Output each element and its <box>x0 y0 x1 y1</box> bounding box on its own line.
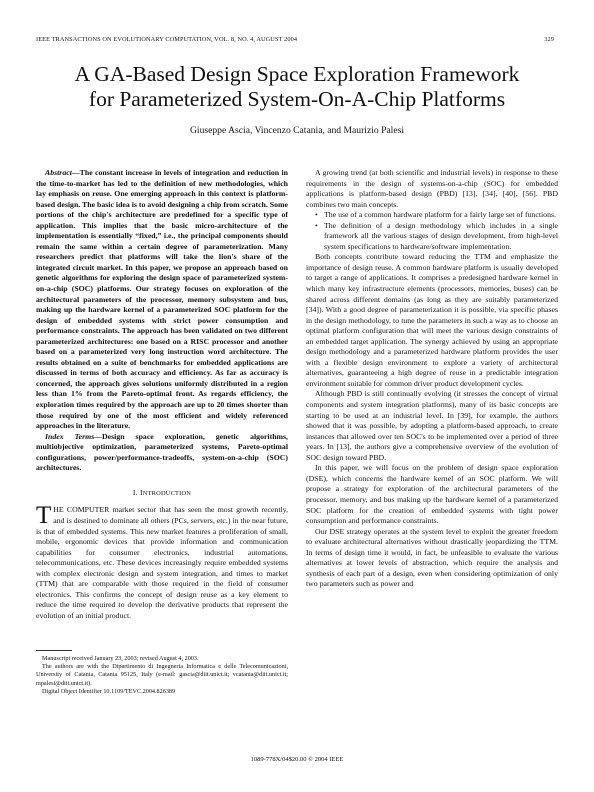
intro-text: market sector that has seen the most growth recently, and is destined to dominate all others (PCs, servers, etc.) in the near future, is that of embedded systems. This new market features a proliferation of small, mobile, ergonomic devices that provide information and communication capabilities for consumer electronics, industrial automations, telecommunications, etc. These devices increasingly require embedded systems with complex electronic design and system integration, and times to market (TTM) that are comparable with those required in the field of consumer electronics. This confirms the concept of design reuse as a key element to reduce the time required to develop the derivative products that represent the evolution of an initial product. <box>36 505 288 620</box>
author-list: Giuseppe Ascia, Vincenzo Catania, and Maurizio Palesi <box>190 125 404 136</box>
footnotes <box>36 655 288 696</box>
section-heading-introduction <box>36 488 288 500</box>
section-title-initial: I <box>139 487 143 497</box>
left-column <box>36 168 288 621</box>
footnote-doi: Digital Object Identifier 10.1109/TEVC.2004.826389 <box>42 687 176 695</box>
running-header <box>36 36 554 46</box>
drop-cap: T <box>36 502 52 530</box>
copyright-line: 1089-778X/04$20.00 © 2004 IEEE <box>250 756 344 763</box>
intro-paragraph-1 <box>36 502 288 621</box>
journal-header: IEEE TRANSACTIONS ON EVOLUTIONARY COMPUTATION, VOL. 8, NO. 4, AUGUST 2004 <box>36 36 298 43</box>
section-title-rest: NTRODUCTION <box>142 489 192 497</box>
section-numeral: I. <box>132 487 138 497</box>
list-item <box>315 210 558 221</box>
intro-lead-caps: HE COMPUTER <box>53 505 110 515</box>
right-paragraph-4: In this paper, we will focus on the problem of design space exploration (DSE), which concerns the hardware kernel of an SOC platform. We will propose a strategy for exploration of the architectural parameters of the processor, memory, and bus making up the hardware kernel of a parameterized SOC platform for the creation of embedded systems with tight power consumption and performance constraints. <box>306 463 558 526</box>
concept-list <box>306 210 558 252</box>
list-item-text: The definition of a design methodology which includes in a single framework all the various stages of design development, from high-level system specifications to hardware/software implementation. <box>324 220 558 251</box>
right-column <box>306 168 558 590</box>
index-terms <box>36 432 288 474</box>
title-line-1: A GA-Based Design Space Exploration Framework <box>74 62 520 86</box>
abstract-label: Abstract— <box>45 168 80 177</box>
footnote-rule <box>36 650 72 651</box>
right-paragraph-5: Our DSE strategy operates at the system level to exploit the greater freedom to evaluate architectural alternatives without drastically jeopardizing the TTM. In terms of design time it would, in fact, be unfeasible to evaluate the various alternatives at lower levels of abstraction, which require the analysis and synthesis of each part of a design, even when considering optimization of only two parameters such as power and <box>306 526 558 589</box>
title-line-2: for Parameterized System-On-A-Chip Platforms <box>88 87 506 111</box>
paper-title <box>30 62 564 112</box>
bullet-icon: • <box>315 210 318 220</box>
index-terms-text: Design space exploration, genetic algorithms, multiobjective optimization, parameterized systems, Pareto-optimal configurations, power/performance-tradeoffs, system-on-a-chip (SOC) architectures. <box>36 431 289 473</box>
page-number: 329 <box>544 36 554 43</box>
right-paragraph-3: Although PBD is still continually evolving (it stresses the concept of virtual components and system integration platforms), many of its basic concepts are starting to be used at an industrial level. In [39], for example, the authors showed that it was possible, by adopting a platform-based approach, to create instances that allowed over ten SOC's to be implemented over a period of three years. In [13], the authors give a comprehensive overview of the evolution of SOC design toward PBD. <box>306 389 558 462</box>
footnote-received: Manuscript received January 23, 2003; revised August 4, 2003. <box>42 655 199 662</box>
abstract-text: The constant increase in levels of integration and reduction in the time-to-market has led to the definition of new methodologies, which lay emphasis on reuse. One emerging approach in this context is platform-based design. The basic idea is to avoid designing a chip from scratch. Some portions of the chip's architecture are predefined for a specific type of application. This implies that the basic micro-architecture of the implementation is essentially “fixed,” i.e., the principal components should remain the same within a certain degree of parameterization. Many researchers predict that platforms will take the lion's share of the integrated circuit market. In this paper, we propose an approach based on genetic algorithms for exploring the design space of parameterized system-on-a-chip (SOC) platforms. Our strategy focuses on exploration of the architectural parameters of the processor, memory subsystem and bus, making up the hardware kernel of a parameterized SOC platform for the design of embedded systems with strict power consumption and performance constraints. The approach has been validated on two different parameterized architectures: one based on a RISC processor and another based on a parameterized very long instruction word architecture. The results obtained on a suite of benchmarks for embedded applications are discussed in terms of both accuracy and efficiency. As far as accuracy is concerned, the approach gives solutions uniformly distributed in a region less than 1% from the Pareto-optimal front. As regards efficiency, the exploration times required by the approach are up to 20 times shorter than those required by one of the most efficient and widely referenced approaches in the literature. <box>36 168 288 431</box>
right-paragraph-2: Both concepts contribute toward reducing the TTM and emphasize the importance of design reuse. A common hardware platform is usually developed to target a range of applications. It comprises a predesigned hardware kernel in which many key infrastructure elements (processors, memories, buses) can be shared across different domains (as long as they are suitably parameterized [34]). With a good degree of parameterization it is possible, via specific phases in the design methodology, to tune the parameters in such a way as to choose an optimal platform configuration that will meet the various design constraints of an embedded target application. The synergy achieved by using an appropriate design methodology and a parameterized hardware platform provides the user with a flexible design environment to explore a variety of architectural alternatives, guaranteeing a high degree of reuse in a predictable integration environment suitable for common driver product development cycles. <box>306 252 558 388</box>
index-terms-label: Index Terms— <box>45 431 103 441</box>
list-item-text: The use of a common hardware platform for a fairly large set of functions. <box>324 210 556 220</box>
footnote-affiliation: The authors are with the Dipartimento di Ingegneria Informatica e delle Telecomunicazioni, University of Catania, Catania 95125, Italy (e-mail: gascia@diit.unict.it; vcatania@diit.unict.it; mpalesi@diit.unict.it). <box>36 663 288 687</box>
right-paragraph-1: A growing trend (at both scientific and industrial levels) in response to these requirements in the design of systems-on-a-chip (SOC) for embedded applications is platform-based design (PBD) [13], [34], [40], [56]. PBD combines two main concepts. <box>306 168 558 209</box>
abstract <box>36 168 288 432</box>
bullet-icon: • <box>315 220 318 230</box>
list-item <box>315 220 558 253</box>
